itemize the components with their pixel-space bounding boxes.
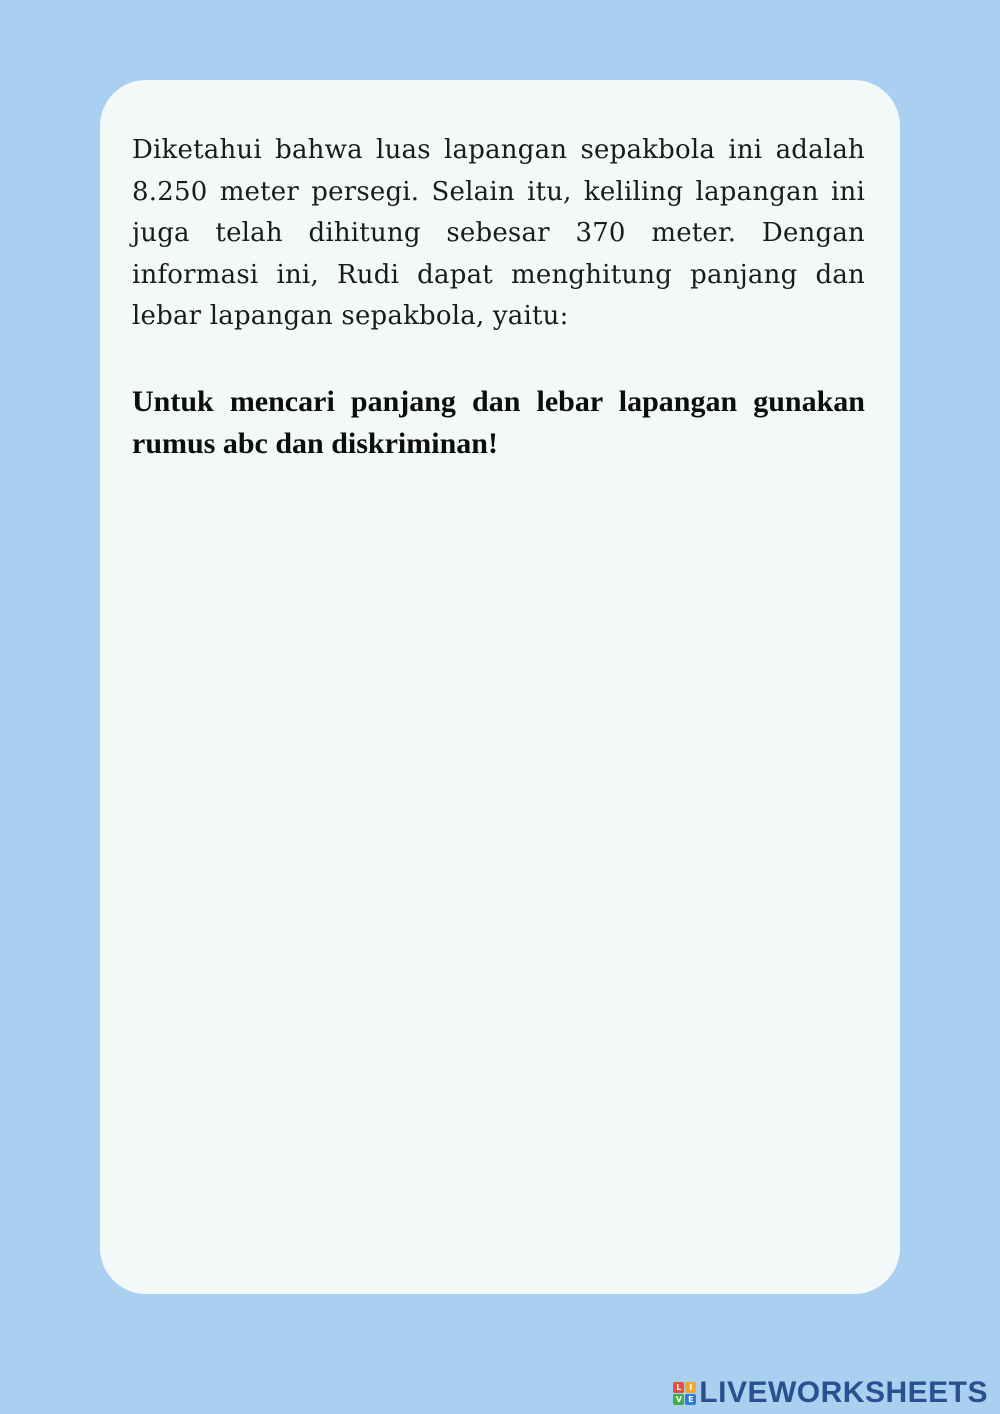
logo-tile-l: L	[673, 1382, 684, 1393]
liveworksheets-logo-icon	[673, 1382, 696, 1405]
brand-name: LIVEWORKSHEETS	[699, 1376, 988, 1409]
logo-tile-e: E	[685, 1394, 696, 1405]
liveworksheets-brand[interactable]	[673, 1378, 988, 1408]
logo-tile-i: I	[685, 1382, 696, 1393]
problem-paragraph: Diketahui bahwa luas lapangan sepakbola ini adalah 8.250 meter persegi. Selain itu, keliling lapangan ini juga telah dihitung sebesar 370 meter. Dengan informasi ini, Rudi dapat menghitung panjang dan lebar lapangan sepakbola, yaitu:	[132, 135, 865, 331]
logo-tile-v: V	[673, 1394, 684, 1405]
instruction-text: Untuk mencari panjang dan lebar lapangan gunakan rumus abc dan diskriminan!	[132, 384, 865, 460]
worksheet-card	[100, 80, 900, 1294]
